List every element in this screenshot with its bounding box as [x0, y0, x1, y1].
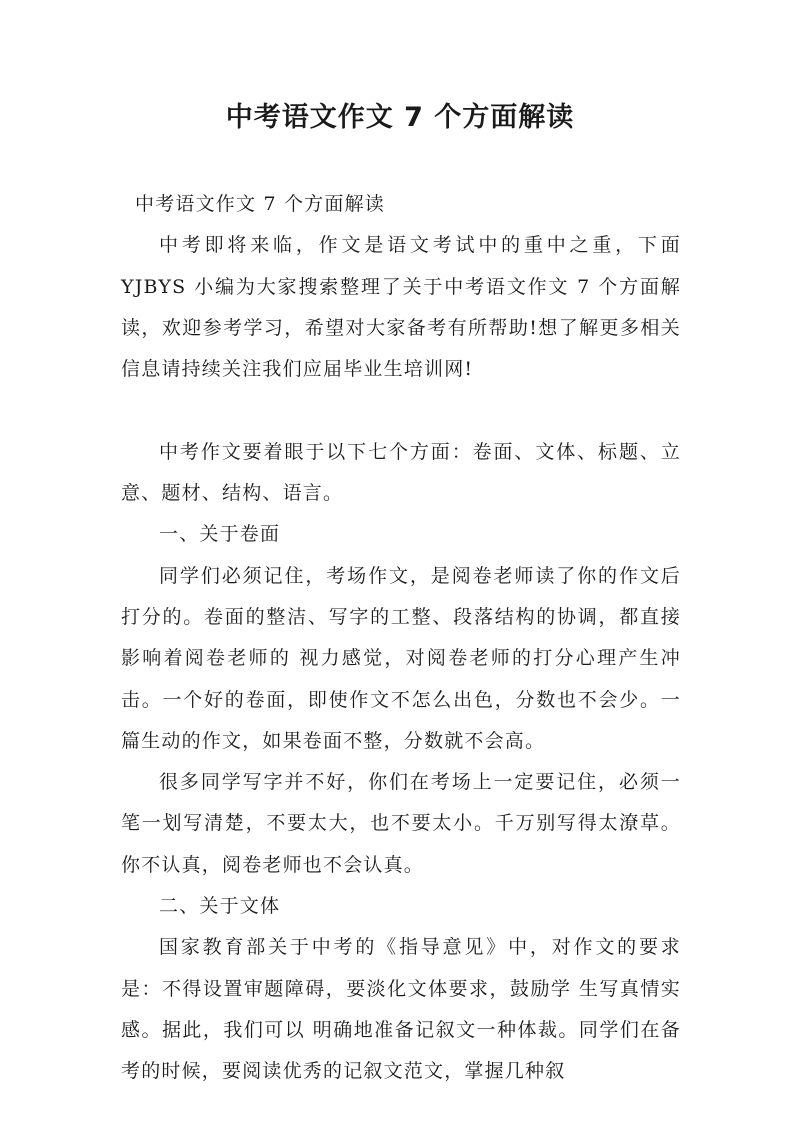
paragraph-intro: 中考即将来临，作文是语文考试中的重中之重，下面 YJBYS 小编为大家搜索整理了关于中考语文作文 7 个方面解读，欢迎参考学习，希望对大家备考有所帮助!想了解更多相关信息请持续关注我们应届毕业生培训网! — [121, 234, 681, 381]
document-title: 中考语文作文 7 个方面解读 — [225, 102, 575, 133]
paragraph-genre-1: 国家教育部关于中考的《指导意见》中，对作文的要求是：不得设置审题障碍，要淡化文体要求，鼓励学 生写真情实感。据此，我们可以 明确地准备记叙文一种体裁。同学们在备考的时候，要阅读优秀的记叙文范文，掌握几种叙 — [121, 936, 681, 1083]
paragraph-spacer — [121, 390, 681, 431]
document-body — [121, 184, 681, 1093]
section-heading-genre: 二、关于文体 — [159, 895, 281, 918]
section-heading-layout: 一、关于卷面 — [159, 523, 281, 546]
paragraph-overview: 中考作文要着眼于以下七个方面：卷面、文体、标题、立意、题材、结构、语言。 — [121, 440, 681, 505]
paragraph-layout-1: 同学们必须记住，考场作文，是阅卷老师读了你的作文后打分的。卷面的整洁、写字的工整、段落结构的协调，都直接影响着阅卷老师的 视力感觉，对阅卷老师的打分心理产生冲击。一个好的卷面，即使作文不怎么出色，分数也不会少。一篇生动的作文，如果卷面不整，分数就不会高。 — [121, 564, 681, 752]
document-subtitle: 中考语文作文 7 个方面解读 — [135, 193, 385, 215]
paragraph-layout-2: 很多同学写字并不好，你们在考场上一定要记住，必须一笔一划写清楚，不要太大，也不要太小。千万别写得太潦草。你不认真，阅卷老师也不会认真。 — [121, 771, 681, 876]
